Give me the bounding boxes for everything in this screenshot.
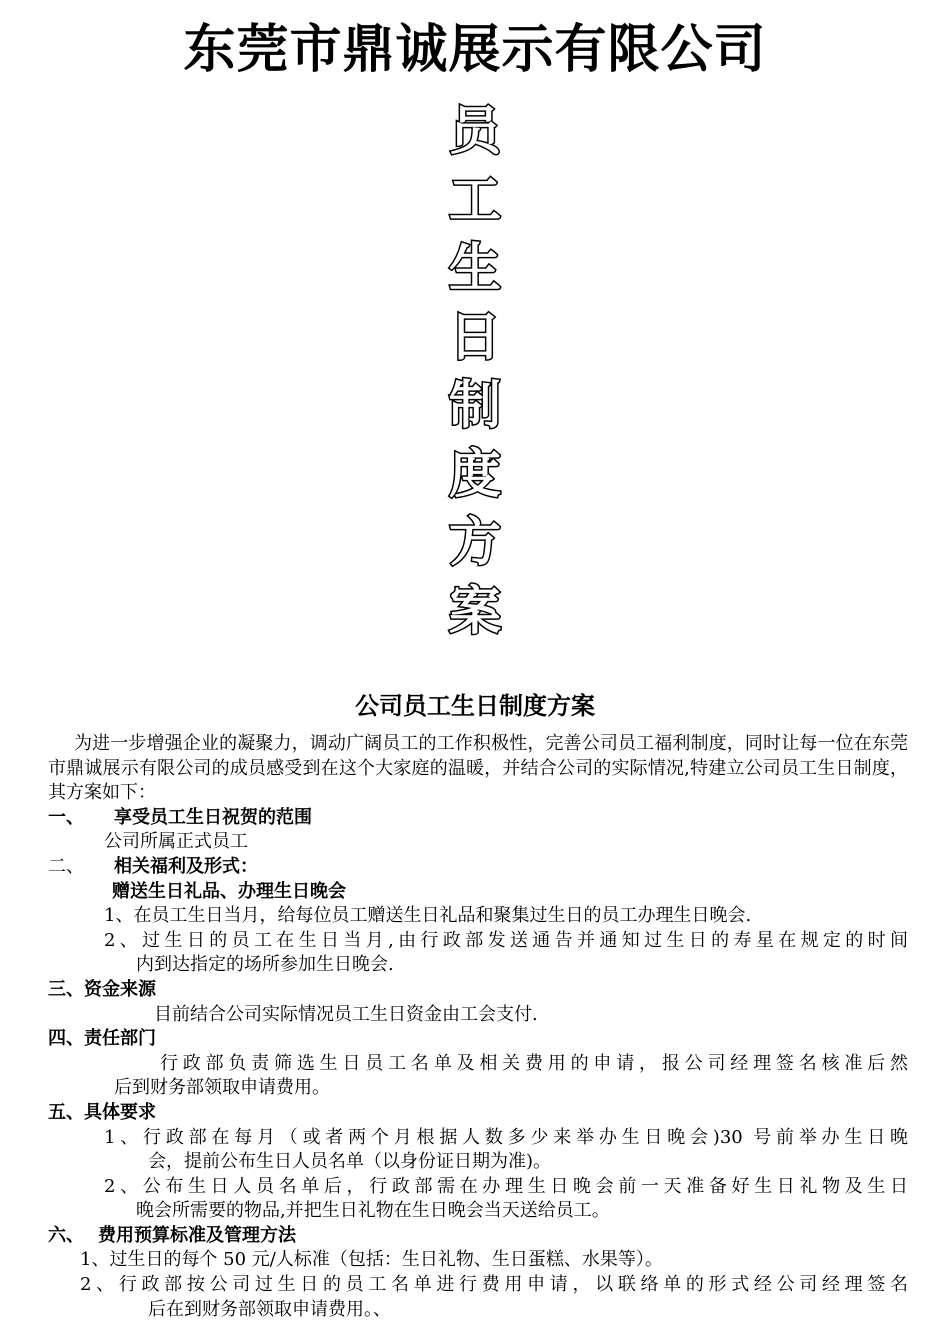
section-2-heading xyxy=(48,855,908,880)
section-5-item-2-cont: 晚会所需要的物品,并把生日礼物在生日晚会当天送给员工。 xyxy=(136,1200,610,1222)
section-6-item-2-cont: 后在到财务部领取申请费用。、 xyxy=(148,1298,391,1320)
document-body xyxy=(48,732,908,1322)
section-number: 六、 xyxy=(48,1224,84,1246)
vertical-title-char: 度 xyxy=(448,444,501,505)
section-2-item-1: 1、在员工生日当月，给每位员工赠送生日礼品和聚集过生日的员工办理生日晚会. xyxy=(104,905,752,927)
intro-paragraph: 为进一步增强企业的凝聚力，调动广阔员工的工作积极性，完善公司员工福利制度，同时让每一位在东莞市鼎诚展示有限公司的成员感受到在这个大家庭的温暖，并结合公司的实际情况,特建立公司员工生日制度，其方案如下： xyxy=(48,733,908,804)
section-4-content: 行政部负责筛选生日员工名单及相关费用的申请，报公司经理签名核准后然 xyxy=(160,1052,908,1074)
document-title: 公司员工生日制度方案 xyxy=(355,692,595,720)
vertical-title-char: 方 xyxy=(448,513,501,573)
vertical-title-char: 制 xyxy=(448,376,501,436)
section-2-item-2-cont: 内到达指定的场所参加生日晚会. xyxy=(136,954,394,976)
vertical-title-char: 工 xyxy=(448,170,501,231)
vertical-title-char: 案 xyxy=(448,581,501,642)
section-4-content-cont: 后到财务部领取申请费用。 xyxy=(114,1077,330,1099)
section-6-heading xyxy=(48,1224,908,1249)
company-name: 东莞市鼎诚展示有限公司 xyxy=(183,20,767,80)
section-title: 相关福利及形式： xyxy=(114,855,258,877)
section-2-subtitle: 赠送生日礼品、办理生日晚会 xyxy=(112,880,346,902)
section-4-heading: 四、责任部门 xyxy=(48,1028,156,1050)
section-5-item-2: 2、公布生日人员名单后，行政部需在办理生日晚会前一天准备好生日礼物及生日 xyxy=(104,1175,908,1197)
section-3-content: 目前结合公司实际情况员工生日资金由工会支付. xyxy=(154,1003,538,1025)
vertical-title xyxy=(0,98,950,646)
section-5-item-1-cont: 会，提前公布生日人员名单（以身份证日期为准)。 xyxy=(148,1151,552,1173)
section-5-heading: 五、具体要求 xyxy=(48,1101,156,1123)
section-1-heading xyxy=(48,806,908,831)
vertical-title-char: 员 xyxy=(448,102,501,162)
section-number: 一、 xyxy=(48,806,84,828)
vertical-title-char: 日 xyxy=(448,307,501,368)
section-6-item-2: 2、行政部按公司过生日的员工名单进行费用申请，以联络单的形式经公司经理签名 xyxy=(80,1274,908,1296)
section-number: 二、 xyxy=(48,855,84,877)
section-2-item-2: 2、过生日的员工在生日当月,由行政部发送通告并通知过生日的寿星在规定的时间 xyxy=(104,929,908,951)
vertical-title-char: 生 xyxy=(448,239,501,299)
section-title: 费用预算标准及管理方法 xyxy=(98,1224,296,1246)
section-6-item-1: 1、过生日的每个 50 元/人标准（包括：生日礼物、生日蛋糕、水果等）。 xyxy=(80,1249,663,1271)
section-3-heading: 三、资金来源 xyxy=(48,978,156,1000)
section-title: 享受员工生日祝贺的范围 xyxy=(114,806,312,828)
section-5-item-1: 1、行政部在每月（或者两个月根据人数多少来举办生日晚会)30 号前举办生日晚 xyxy=(104,1126,908,1148)
section-1-content: 公司所属正式员工 xyxy=(104,831,248,853)
